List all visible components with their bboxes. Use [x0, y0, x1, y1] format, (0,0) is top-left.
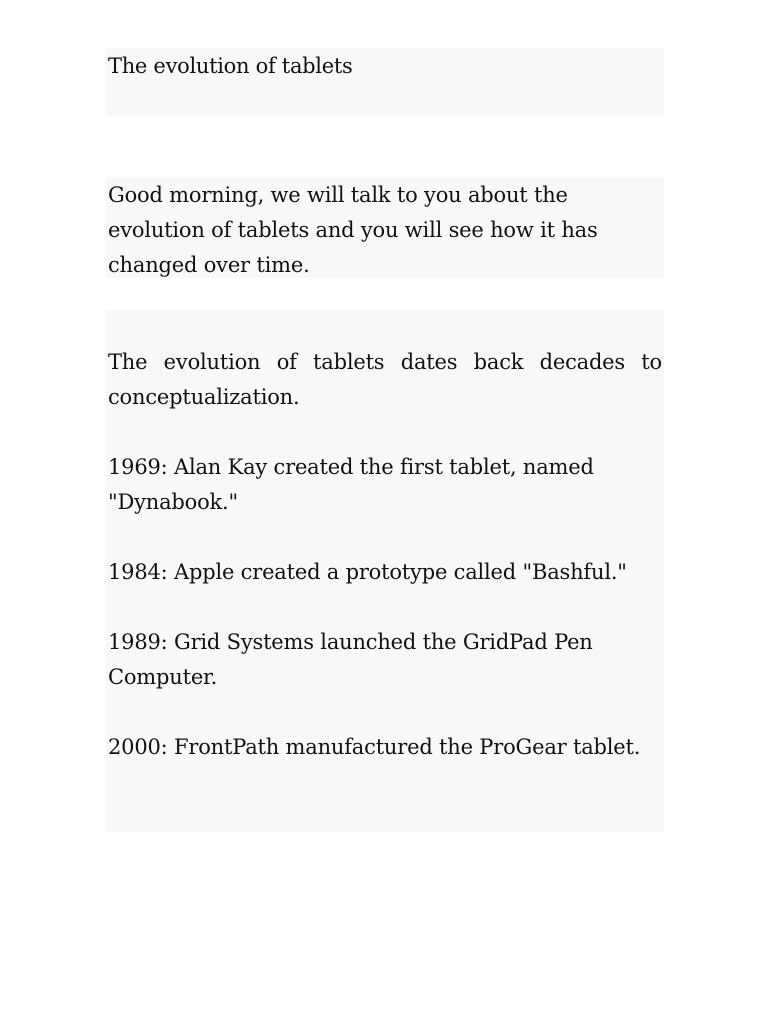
intro-paragraph: Good morning, we will talk to you about the evolution of tablets and you will see how it has changed over time.	[108, 183, 598, 277]
document-title: The evolution of tablets	[108, 54, 353, 78]
timeline-block	[106, 310, 664, 832]
timeline-entry-2000: 2000: FrontPath manufactured the ProGear tablet.	[108, 735, 641, 759]
title-block	[106, 48, 664, 116]
timeline-entry-1989: 1989: Grid Systems launched the GridPad Pen Computer.	[108, 630, 593, 689]
intro-block	[106, 177, 664, 278]
timeline-entry-1969: 1969: Alan Kay created the first tablet, named "Dynabook."	[108, 455, 594, 514]
timeline-entry-1984: 1984: Apple created a prototype called "Bashful."	[108, 560, 627, 584]
timeline-intro-paragraph: The evolution of tablets dates back decades to conceptualization.	[108, 350, 662, 409]
